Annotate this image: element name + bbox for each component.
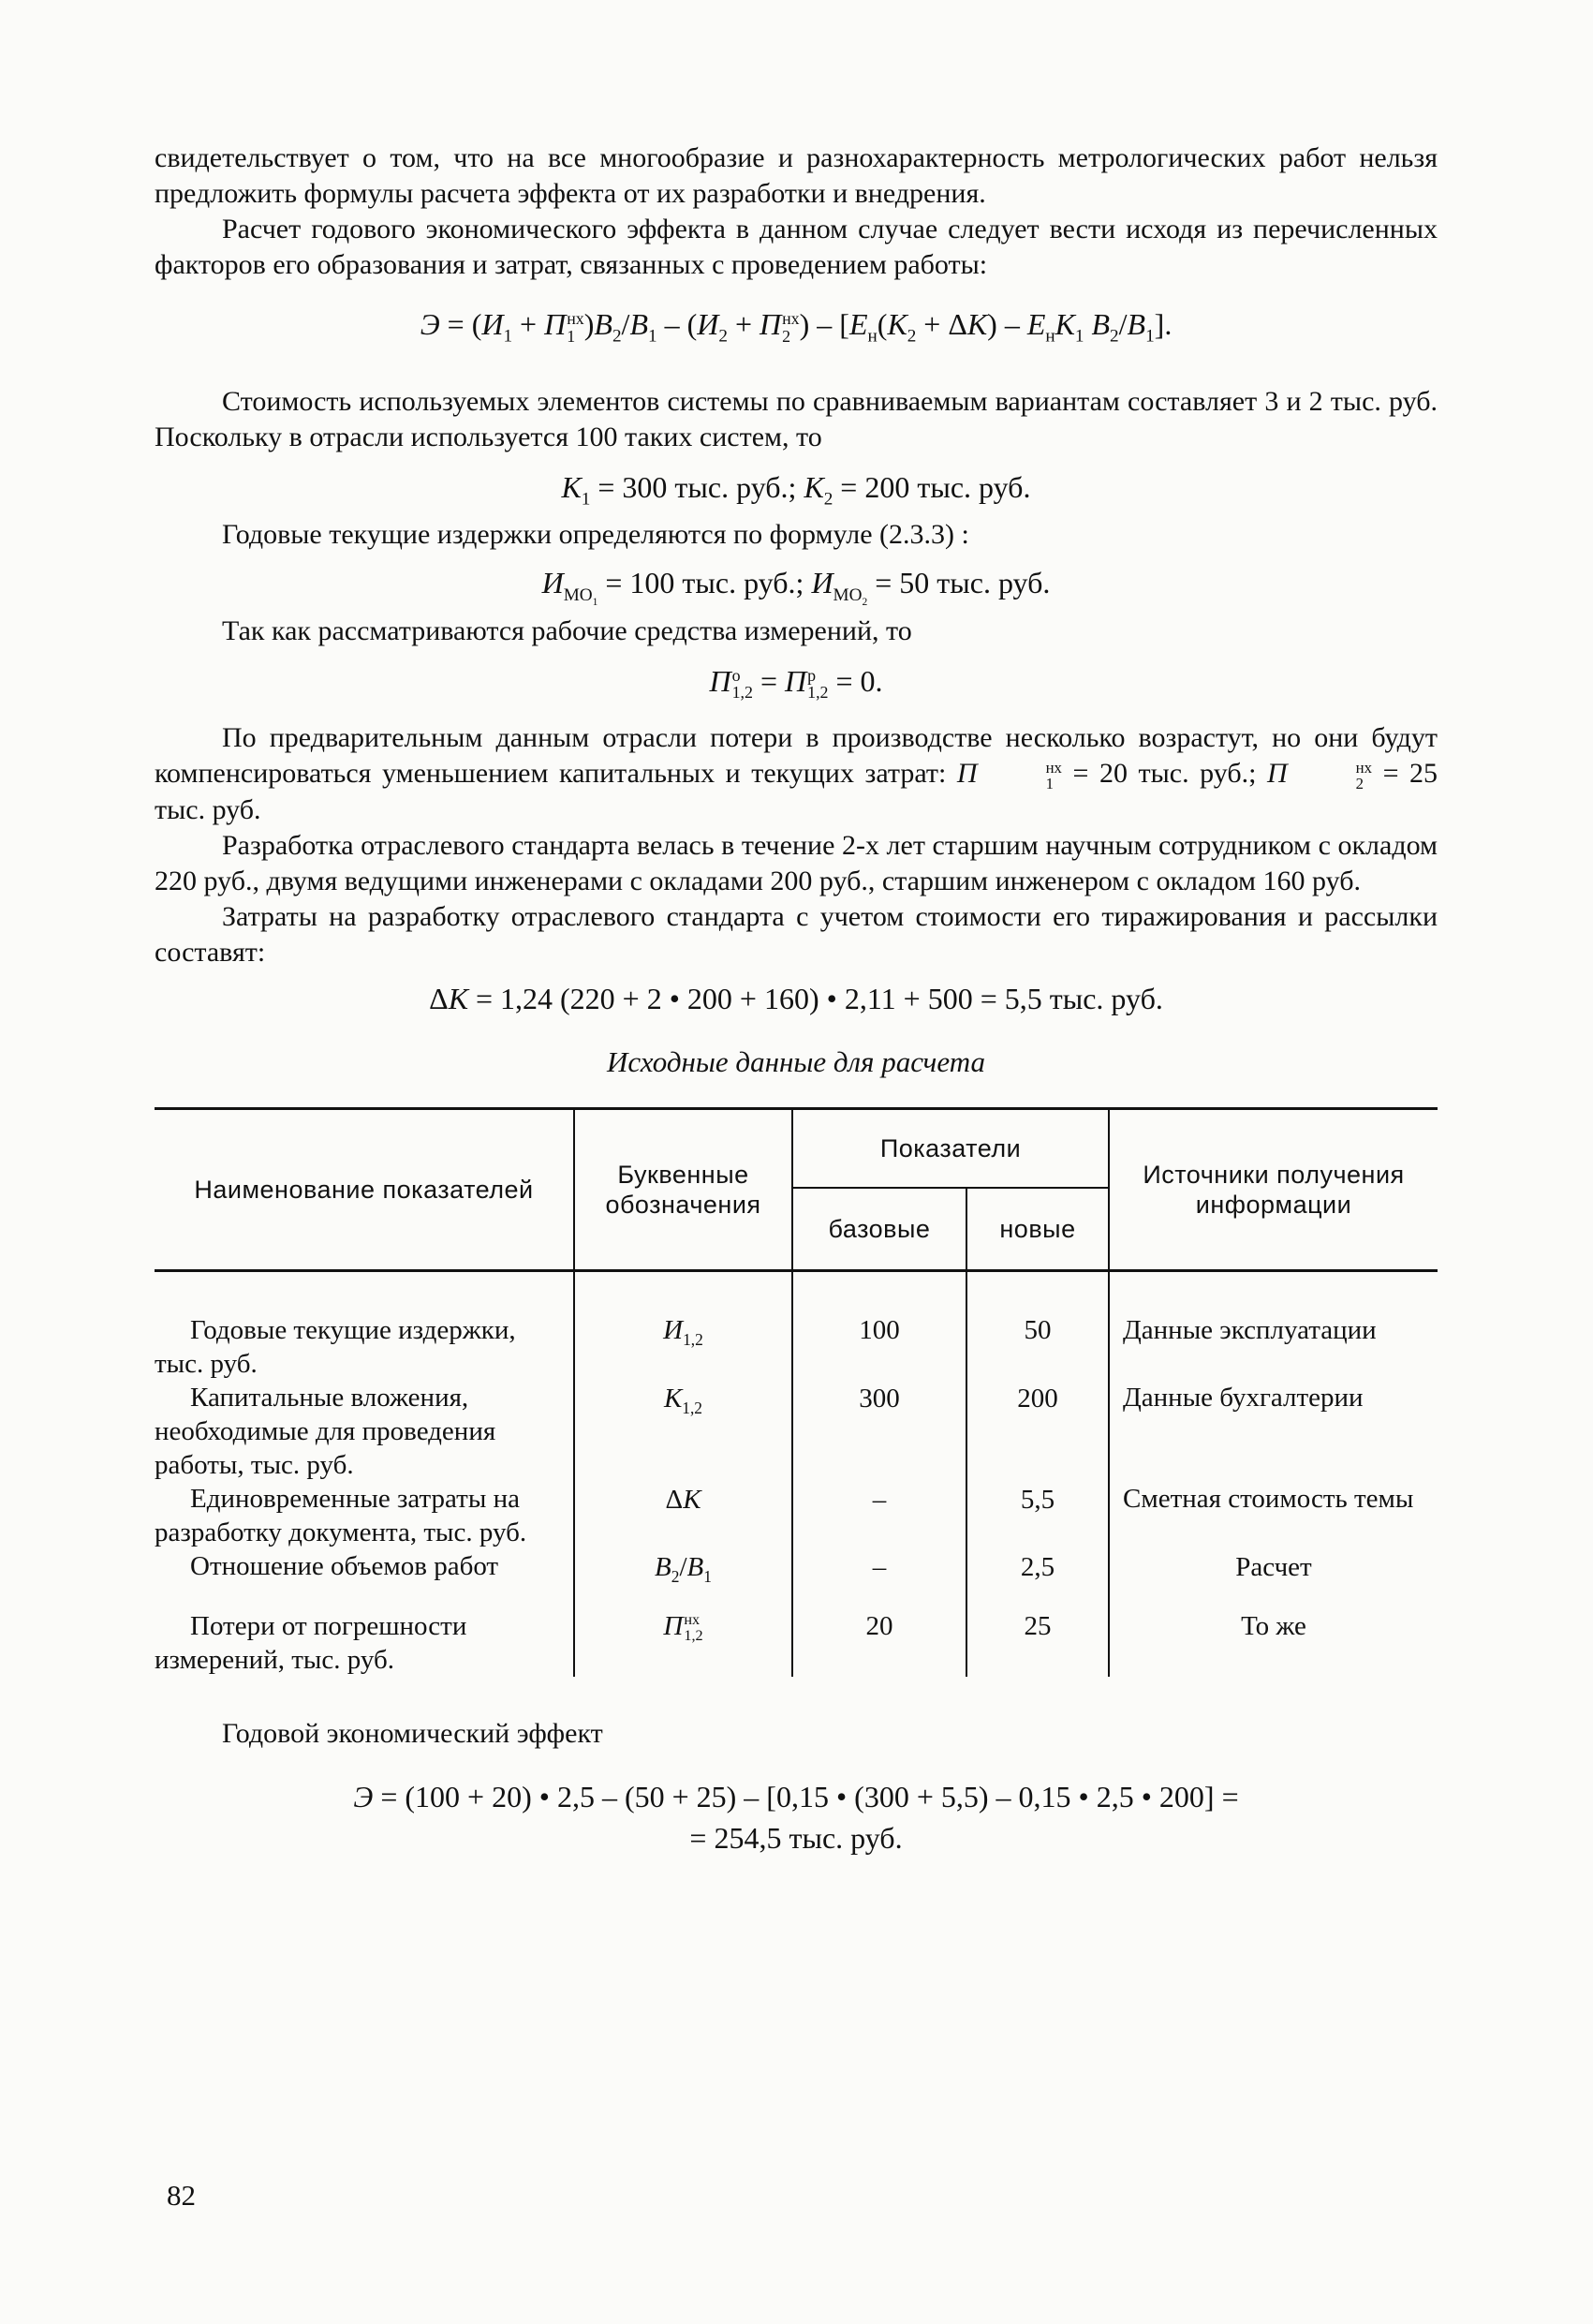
paragraph-intro: свидетельствует о том, что на все многообразие и разнохарактерность метрологических работ нельзя предложить формулы расчета эффекта от их разработки и внедрения. <box>155 142 1438 209</box>
formula-final-line-2: = 254,5 тыс. руб. <box>689 1820 903 1855</box>
header-new: новые <box>966 1188 1109 1271</box>
row-base: – <box>792 1549 966 1585</box>
paragraph-standard-development: Разработка отраслевого стандарта велась в течение 2-х лет старшим научным сотрудником с окладом 220 руб., двумя ведущими инженерами с окладами 200 руб., старшим инженером с окладом 160 руб. <box>155 829 1438 896</box>
formula-delta-k: ΔК = 1,24 (220 + 2 • 200 + 160) • 2,11 + 500 = 5,5 тыс. руб. <box>429 981 1163 1015</box>
row-letter: $И_{1,2}$ <box>574 1270 792 1381</box>
row-source: Сметная стоимость темы <box>1123 1483 1414 1514</box>
row-name: Капитальные вложения, необходимые для проведения работы, тыс. руб. <box>155 1381 574 1482</box>
table-row <box>155 1585 1438 1677</box>
formula-final-line-1: Э = (100 + 20) • 2,5 – (50 + 25) – [0,15 • (300 + 5,5) – 0,15 • 2,5 • 200] = <box>353 1779 1239 1813</box>
formula-capital: $К_1 = 300$ тыс. руб.; $К_2 = 200$ тыс. руб. <box>561 470 1031 510</box>
table-row <box>155 1270 1438 1381</box>
i1-value: = 100 тыс. руб.; <box>605 566 804 600</box>
row-base: 20 <box>792 1585 966 1677</box>
paragraph-instruments: Так как рассматриваются рабочие средства измерений, то <box>222 614 912 646</box>
row-new: 5,5 <box>966 1482 1109 1549</box>
row-letter: ΔК <box>574 1482 792 1549</box>
page <box>155 141 1438 1857</box>
row-letter: $В_2/В_1$ <box>574 1549 792 1585</box>
row-base: – <box>792 1482 966 1549</box>
paragraph-development-costs: Затраты на разработку отраслевого стандарта с учетом стоимости его тиражирования и рассылки составят: <box>155 900 1438 968</box>
source-data-table <box>155 1107 1438 1677</box>
row-new: 50 <box>966 1270 1109 1381</box>
header-source: Источники получения информации <box>1109 1108 1438 1270</box>
row-base: 100 <box>792 1270 966 1381</box>
table-row <box>155 1549 1438 1585</box>
paragraph-calculation-basis: Расчет годового экономического эффекта в данном случае следует вести исходя из перечисленных факторов его образования и затрат, связанных с проведением работы: <box>155 214 1438 280</box>
k1-value: = 300 тыс. руб.; <box>597 470 797 505</box>
paragraph-losses: По предварительным данным отрасли потери в производстве несколько возрастут, но они будут компенсироваться уменьшением капитальных и текущих затрат: П нх 1 = 20 тыс. руб.; П нх 2 = 25 тыс. руб. <box>155 722 1438 825</box>
row-name: Единовременные затраты на разработку документа, тыс. руб. <box>155 1482 574 1549</box>
paragraph-system-cost: Стоимость используемых элементов системы по сравниваемым вариантам составляет 3 и 2 тыс. руб. Поскольку в отрасли используется 100 таких систем, то <box>155 386 1438 453</box>
i2-value: = 50 тыс. руб. <box>875 566 1051 600</box>
header-letter: Буквенные обозначения <box>574 1108 792 1270</box>
row-base: 300 <box>792 1381 966 1482</box>
row-source: Данные бухгалтерии <box>1123 1382 1364 1413</box>
formula-current-costs: $И_{МО_1} = 100$ тыс. руб.; $И_{МО_2} = 50$ тыс. руб. <box>541 566 1051 608</box>
row-letter: П нх 1,2 <box>574 1585 792 1677</box>
row-source: Данные эксплуатации <box>1123 1314 1377 1345</box>
row-letter: $К_{1,2}$ <box>574 1381 792 1482</box>
formula-losses-zero: П о 1,2 = П р 1,2 = 0. <box>709 663 883 703</box>
paragraph-annual-costs: Годовые текущие издержки определяются по формуле (2.3.3) : <box>222 519 969 551</box>
row-new: 25 <box>966 1585 1109 1677</box>
table-caption: Исходные данные для расчета <box>607 1044 985 1078</box>
table-row <box>155 1482 1438 1549</box>
row-name: Годовые текущие издержки, тыс. руб. <box>155 1270 574 1381</box>
row-source: То же <box>1241 1610 1306 1641</box>
row-name: Потери от погрешности измерений, тыс. руб. <box>155 1585 574 1677</box>
formula-effect: $Э = (И_1 + П$ нх 1 )$В_2/В_1 - (И_2 + П$ нх 2 ) – [$Е_н(К_2 + \Delta К) - Е_нК_1$ $В_2/В_1$]. <box>420 307 1173 347</box>
row-new: 200 <box>966 1381 1109 1482</box>
header-base: базовые <box>792 1188 966 1271</box>
header-indicators: Показатели <box>792 1108 1109 1188</box>
table-row <box>155 1381 1438 1482</box>
paragraph-annual-effect: Годовой экономический эффект <box>222 1717 603 1749</box>
row-name: Отношение объемов работ <box>155 1549 574 1585</box>
k2-value: = 200 тыс. руб. <box>840 470 1031 505</box>
page-number: 82 <box>167 2179 196 2212</box>
row-source: Расчет <box>1235 1551 1312 1582</box>
row-new: 2,5 <box>966 1549 1109 1585</box>
header-name: Наименование показателей <box>155 1108 574 1270</box>
